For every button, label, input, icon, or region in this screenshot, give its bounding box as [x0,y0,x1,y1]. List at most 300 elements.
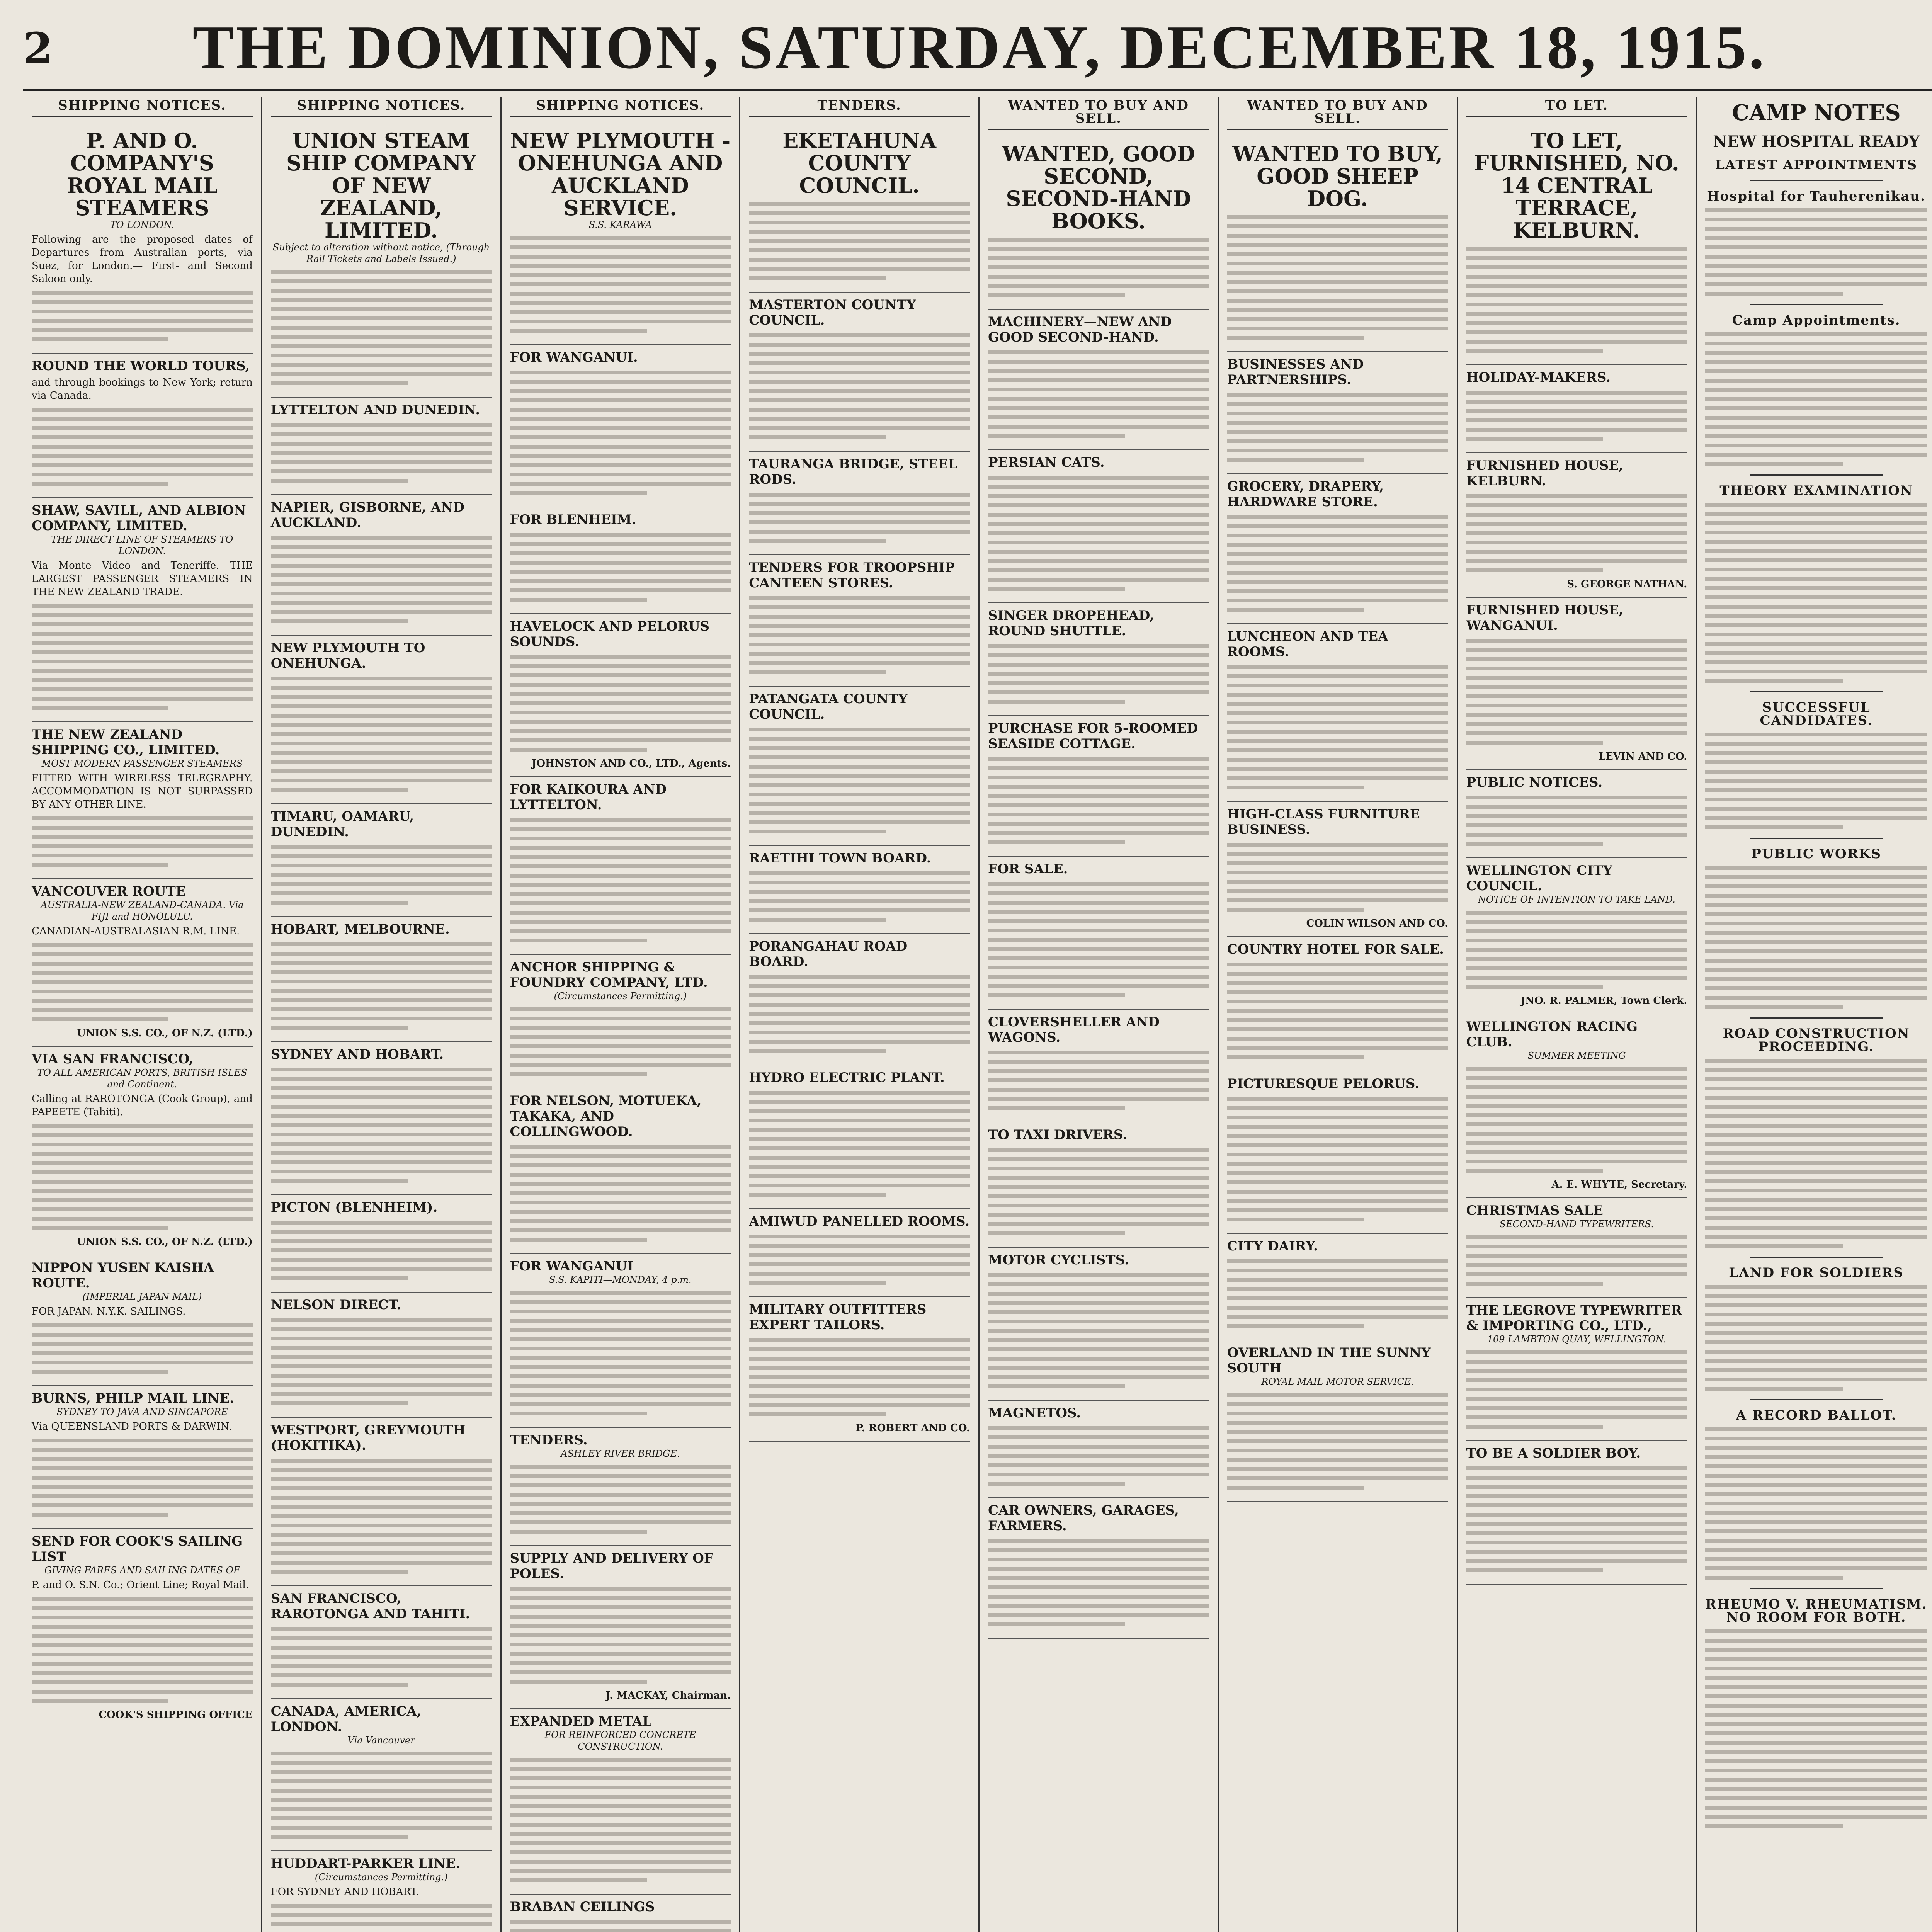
text-line [1705,1142,1927,1146]
text-line [510,417,731,421]
ad-title: NAPIER, GISBORNE, AND AUCKLAND. [270,500,464,531]
ad-title: NIPPON YUSEN KAISHA ROUTE. [32,1260,214,1291]
text-line [510,1017,731,1020]
small-print [749,493,970,543]
text-line [1466,1076,1687,1080]
text-line [1705,332,1927,336]
text-line [1466,1282,1603,1286]
small-print [1466,796,1687,846]
text-line [271,1922,492,1926]
text-line [32,1653,253,1656]
text-line [1227,524,1448,528]
ad-title: MAGNETOS. [988,1405,1081,1421]
section-rule [1750,691,1883,692]
text-line [988,1106,1125,1110]
ad-subtitle: S.S. KARAWA [588,219,652,230]
advertisement [1466,1298,1687,1441]
small-print [749,871,970,922]
advertisement [749,293,970,452]
text-line [988,1622,1125,1626]
text-line [1227,1180,1448,1184]
text-line [32,291,253,295]
text-line [1466,1494,1687,1498]
ad-title: MACHINERY—NEW AND GOOD SECOND-HAND. [988,314,1172,345]
text-line [271,564,492,568]
text-line [510,1365,731,1369]
text-line [1705,1694,1927,1698]
text-line [749,389,970,393]
text-line [510,874,731,878]
text-line [988,1292,1209,1296]
text-line [271,901,408,905]
text-line [1227,843,1448,847]
camp-notes-heading: CAMP NOTES [1732,100,1901,126]
ad-title: SINGER DROPEHEAD, ROUND SHUTTLE. [988,608,1154,639]
text-line [988,360,1209,364]
text-line [32,1124,253,1128]
text-line [510,855,731,859]
text-line [510,292,731,296]
text-line [510,454,731,458]
text-line [1227,552,1448,556]
article-text [1705,1629,1927,1828]
text-line [1705,1077,1927,1081]
text-line [1705,679,1843,683]
ad-signature: COLIN WILSON AND CO. [1306,918,1448,929]
text-line [988,1445,1209,1449]
text-line [32,1466,253,1470]
text-line [1705,1322,1927,1326]
text-line [1705,959,1927,963]
small-print [1466,911,1687,989]
text-line [749,670,886,674]
text-line [510,1813,731,1817]
text-line [1227,449,1448,452]
ad-subtitle: SECOND-HAND TYPEWRITERS. [1499,1219,1654,1230]
text-line [1466,1485,1687,1489]
text-line [1705,1198,1927,1202]
text-line [271,1017,492,1020]
text-line [271,1752,492,1755]
camp-notes-column [1697,97,1932,1932]
small-print [510,655,731,752]
text-line [32,1439,253,1442]
text-line [1705,1787,1927,1791]
column-heading: SHIPPING NOTICES. [32,97,253,117]
ad-title: P. AND O. COMPANY'S ROYAL MAIL STEAMERS [66,128,218,220]
ad-title: NELSON DIRECT. [270,1297,401,1313]
text-line [1227,1269,1448,1272]
text-line [1705,1368,1927,1372]
text-line [510,1520,731,1524]
text-line [1705,1216,1927,1220]
text-line [510,1587,731,1591]
text-line [1705,1313,1927,1316]
text-line [271,1374,492,1378]
text-line [510,1823,731,1827]
text-line [1466,1568,1603,1572]
ad-title: FOR KAIKOURA AND LYTTELTON. [510,782,667,813]
text-line [271,854,492,858]
text-line [1705,949,1927,953]
text-line [1705,788,1927,792]
text-line [1705,360,1927,364]
text-line [749,417,970,421]
text-line [988,1157,1209,1161]
ad-title: BUSINESSES AND PARTNERSHIPS. [1227,357,1364,388]
text-line [749,1146,970,1150]
text-line [988,1539,1209,1543]
text-line [1466,1160,1687,1163]
text-line [271,451,492,455]
text-line [1705,1824,1843,1828]
column-5 [980,97,1219,1932]
text-line [749,1128,970,1132]
text-line [271,1459,492,1463]
text-line [510,320,731,323]
small-print [988,1539,1209,1626]
text-line [988,238,1209,242]
text-line [1705,1557,1927,1561]
text-line [32,1161,253,1165]
text-line [510,692,731,696]
text-line [1466,1085,1687,1089]
text-line [988,1301,1209,1305]
text-line [1227,608,1364,612]
text-line [510,329,647,333]
advertisement [749,687,970,846]
text-line [749,1394,970,1398]
small-print [32,291,253,341]
text-line [1466,550,1687,554]
ad-title: FOR SALE. [988,861,1068,877]
column-7 [1458,97,1697,1932]
text-line [32,641,253,645]
text-line [1705,1331,1927,1335]
text-line [1705,282,1927,286]
text-line [1466,1378,1687,1382]
text-line [1227,243,1448,247]
text-line [988,1273,1209,1277]
text-line [1466,1369,1687,1373]
text-line [1466,1476,1687,1480]
text-line [1705,1464,1927,1468]
ad-title: COUNTRY HOTEL FOR SALE. [1227,942,1444,957]
ad-subtitle: (Circumstances Permitting.) [315,1872,448,1883]
small-print [510,1758,731,1882]
text-line [271,1913,492,1917]
text-line [271,1221,492,1225]
ad-signature: JOHNSTON AND CO., LTD., Agents. [532,758,731,769]
text-line [510,1624,731,1628]
text-line [1227,889,1448,893]
small-print [1227,515,1448,612]
section-heading: Hospital for Tauherenikau. [1707,189,1926,204]
text-line [510,570,731,574]
text-line [510,561,731,565]
ad-title: SUPPLY AND DELIVERY OF POLES. [510,1551,714,1582]
text-line [32,1616,253,1619]
text-line [749,1338,970,1342]
text-line [749,1375,970,1379]
text-line [1705,931,1927,935]
text-line [988,1204,1209,1208]
article-text [1705,733,1927,829]
text-line [1705,1741,1927,1745]
text-line [510,720,731,724]
text-line [510,818,731,822]
text-line [510,1182,731,1186]
small-print [1227,1259,1448,1328]
text-line [1227,215,1448,219]
small-print [749,1338,970,1416]
ad-title: OVERLAND IN THE SUNNY SOUTH [1227,1345,1431,1376]
small-print [988,350,1209,438]
text-line [510,1643,731,1646]
text-line [1705,1387,1843,1391]
text-line [271,326,492,330]
text-line [1227,1027,1448,1031]
text-line [988,265,1209,269]
text-line [988,388,1209,391]
text-line [271,536,492,540]
text-line [510,491,647,495]
text-line [1466,1254,1687,1258]
text-line [1227,1306,1448,1310]
text-line [32,328,253,332]
text-line [749,211,970,215]
text-line [271,970,492,974]
ad-signature: UNION S.S. CO., OF N.Z. (LTD.) [77,1236,253,1248]
text-line [749,502,970,506]
text-line [988,578,1209,582]
small-print [271,1459,492,1574]
text-line [32,408,253,412]
text-line [271,1105,492,1109]
advertisement [510,1088,731,1254]
ad-title: THE LEGROVE TYPEWRITER & IMPORTING CO., LTD., [1466,1303,1682,1333]
ad-title: TENDERS. [510,1432,588,1448]
small-print [1466,391,1687,441]
article-text [1705,503,1927,683]
text-line [510,310,731,314]
text-line [1705,733,1927,736]
text-line [988,1282,1209,1286]
small-print [271,1627,492,1687]
text-line [1705,558,1927,562]
text-line [1705,760,1927,764]
text-line [1705,1520,1927,1524]
text-line [988,1482,1125,1486]
text-line [749,737,970,741]
text-line [749,993,970,997]
text-line [1466,503,1687,507]
text-line [510,1219,731,1223]
text-line [1466,833,1687,837]
ad-title: TO TAXI DRIVERS. [988,1127,1128,1143]
ad-signature: LEVIN AND CO. [1598,751,1687,762]
text-line [1227,1467,1448,1471]
text-line [1466,722,1687,726]
text-line [749,783,970,787]
small-print [271,1221,492,1280]
text-line [510,911,731,915]
text-line [749,1272,970,1276]
ad-signature: UNION S.S. CO., OF N.Z. (LTD.) [77,1027,253,1039]
text-line [1466,428,1687,432]
ad-title: SHAW, SAVILL, AND ALBION COMPANY, LIMITED. [32,503,246,534]
text-line [510,389,731,393]
ad-subtitle: Via Vancouver [347,1735,415,1746]
text-line [1705,1226,1927,1230]
text-line [749,1040,970,1044]
text-line [32,1208,253,1211]
text-line [988,1148,1209,1152]
text-line [32,1448,253,1452]
advertisement [271,636,492,804]
text-line [749,1119,970,1122]
text-line [32,854,253,857]
text-line [749,1109,970,1113]
text-line [271,1664,492,1668]
text-line [32,622,253,626]
text-line [510,939,647,942]
text-line [1466,437,1603,441]
text-line [1705,1474,1927,1478]
text-line [988,550,1209,554]
text-line [988,803,1209,807]
advertisement [1227,624,1448,802]
small-print [32,1323,253,1374]
text-line [510,1841,731,1845]
text-line [510,1502,731,1506]
text-line [32,1361,253,1364]
ad-signature: A. E. WHYTE, Secretary. [1551,1179,1687,1190]
text-line [1466,494,1687,498]
text-line [749,530,970,534]
advertisement [1227,138,1448,352]
small-print [271,845,492,905]
text-line [510,1483,731,1487]
text-line [32,1606,253,1610]
text-line [271,1627,492,1631]
ad-signature: J. MACKAY, Chairman. [605,1690,731,1701]
text-line [1227,1162,1448,1166]
text-line [988,1454,1209,1458]
text-line [1227,1106,1448,1110]
advertisement [749,125,970,293]
text-line [510,1412,647,1415]
text-line [271,1826,492,1830]
text-line [271,316,492,320]
text-line [510,1191,731,1195]
text-line [32,1699,168,1703]
text-line [271,601,492,605]
text-line [1227,336,1364,340]
text-line [32,816,253,820]
ad-signature: COOK'S SHIPPING OFFICE [99,1709,253,1721]
ad-title: NEW PLYMOUTH TO ONEHUNGA. [270,640,425,671]
text-line [1227,1393,1448,1397]
text-line [1466,939,1687,942]
advertisement [1466,365,1687,453]
text-line [271,1798,492,1802]
text-line [988,1338,1209,1342]
ad-title: VANCOUVER ROUTE [32,884,186,899]
text-line [749,511,970,515]
text-line [32,426,253,430]
advertisement [749,1297,970,1442]
section-rule [1750,180,1883,181]
section-heading: ROAD CONSTRUCTION PROCEEDING. [1723,1026,1910,1054]
text-line [1705,875,1927,879]
text-line [32,835,253,839]
small-print [1466,1235,1687,1286]
text-line [1705,1529,1927,1533]
text-line [1705,568,1927,571]
text-line [749,774,970,778]
text-line [1705,1446,1927,1450]
text-line [32,454,253,458]
text-line [1227,252,1448,256]
text-line [271,619,408,623]
ad-title: WELLINGTON RACING CLUB. [1466,1019,1638,1050]
text-line [271,279,492,283]
text-line [1466,293,1687,297]
text-line [32,1503,253,1507]
small-print [1466,1350,1687,1429]
ad-body: and through bookings to New York; return via Canada. [32,377,253,401]
text-line [1227,786,1364,789]
ad-title: ANCHOR SHIPPING & FOUNDRY COMPANY, LTD. [510,959,708,990]
text-line [988,1463,1209,1467]
text-line [1705,595,1927,599]
text-line [1705,1806,1927,1810]
text-line [271,1383,492,1387]
text-line [749,633,970,637]
text-line [988,766,1209,770]
text-line [1466,1397,1687,1401]
text-line [510,380,731,384]
text-line [32,1513,168,1517]
advertisement [271,1293,492,1418]
text-line [271,479,408,483]
ad-title: GROCERY, DRAPERY, HARDWARE STORE. [1227,479,1384,510]
text-line [510,1210,731,1214]
text-line [510,551,731,555]
text-line [510,1154,731,1158]
text-line [988,910,1209,914]
text-line [1705,1778,1927,1782]
text-line [32,1690,253,1694]
text-line [510,435,731,439]
small-print [1466,494,1687,572]
text-line [271,760,492,764]
column-3 [502,97,741,1932]
column-heading: SHIPPING NOTICES. [510,97,731,117]
text-line [1705,292,1843,296]
text-line [1466,657,1687,661]
text-line [510,1615,731,1619]
text-line [271,1477,492,1481]
text-line [988,378,1209,382]
text-line [988,1426,1209,1430]
text-line [271,1533,492,1537]
text-line [32,1198,253,1202]
ad-title: CITY DAIRY. [1227,1238,1318,1254]
text-line [1705,1189,1927,1192]
text-line [1705,986,1927,990]
